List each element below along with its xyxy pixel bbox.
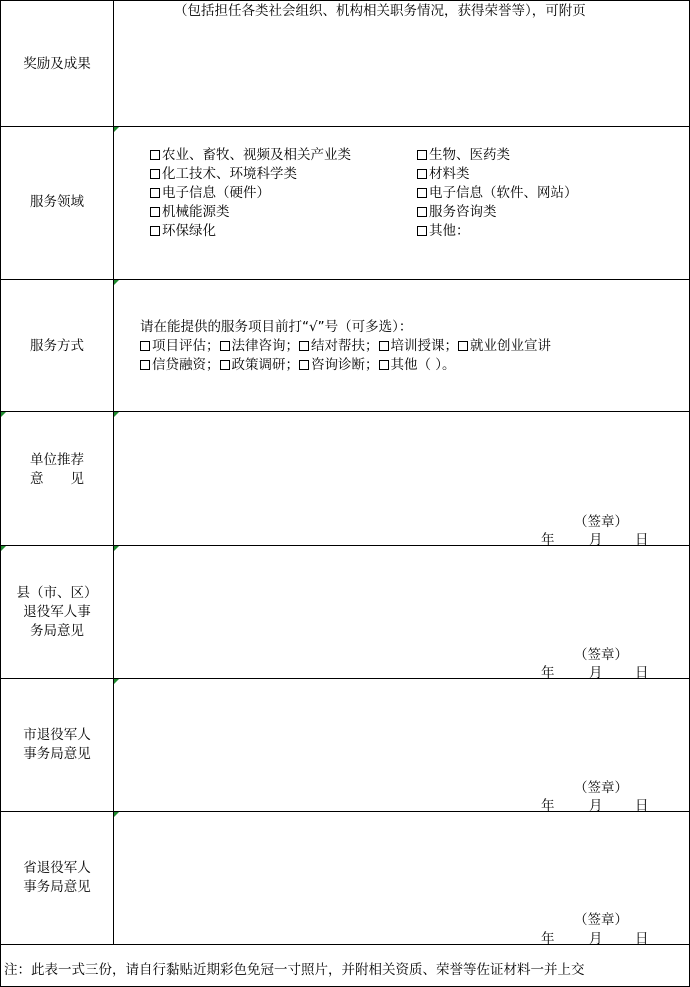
checkbox[interactable] [458, 341, 468, 351]
option-materials[interactable]: 材料类 [417, 165, 470, 184]
month-label: 月 [589, 931, 603, 947]
mode-paired-assistance[interactable]: 结对帮扶； [299, 338, 379, 354]
year-label: 年 [541, 931, 555, 947]
checkbox[interactable] [140, 341, 150, 351]
awards-field[interactable] [114, 1, 689, 126]
service-mode-options [114, 280, 689, 411]
checkbox[interactable] [220, 341, 230, 351]
mode-legal-consulting[interactable]: 法律咨询； [220, 338, 300, 354]
comment-marker [1, 546, 6, 551]
checkbox[interactable] [417, 150, 427, 160]
seal-label: （签章） [574, 514, 628, 530]
mode-policy-research[interactable]: 政策调研； [220, 357, 300, 373]
mode-consulting-diagnosis[interactable]: 咨询诊断； [299, 357, 379, 373]
county-bureau-label: 县（市、区） 退役军人事 务局意见 [16, 585, 98, 639]
option-consulting[interactable]: 服务咨询类 [417, 203, 497, 222]
mode-credit-financing[interactable]: 信贷融资； [140, 357, 220, 373]
awards-label: 奖励及成果 [23, 56, 91, 72]
option-electronics-hardware[interactable]: 电子信息（硬件） [150, 184, 270, 203]
month-label: 月 [589, 798, 603, 814]
checkbox[interactable] [299, 341, 309, 351]
seal-label: （签章） [574, 780, 628, 796]
option-other[interactable]: 其他： [417, 222, 470, 241]
option-electronics-software[interactable]: 电子信息（软件、网站） [417, 184, 578, 203]
service-mode-instruction: 请在能提供的服务项目前打“√”号（可多选）： [140, 319, 413, 335]
month-label: 月 [589, 532, 603, 548]
checkbox[interactable] [379, 360, 389, 370]
mode-employment-lecture[interactable]: 就业创业宣讲 [458, 338, 551, 354]
checkbox[interactable] [417, 226, 427, 236]
month-label: 月 [589, 665, 603, 681]
checkbox[interactable] [379, 341, 389, 351]
checkbox[interactable] [150, 207, 160, 217]
service-mode-line-1 [140, 337, 551, 356]
day-label: 日 [635, 931, 649, 947]
checkbox[interactable] [220, 360, 230, 370]
rule [0, 0, 1, 987]
day-label: 日 [635, 665, 649, 681]
checkbox[interactable] [417, 188, 427, 198]
checkbox[interactable] [299, 360, 309, 370]
option-mechanical-energy[interactable]: 机械能源类 [150, 203, 230, 222]
year-label: 年 [541, 665, 555, 681]
option-chemical[interactable]: 化工技术、环境科学类 [150, 165, 297, 184]
checkbox[interactable] [150, 188, 160, 198]
checkbox[interactable] [150, 226, 160, 236]
checkbox[interactable] [140, 360, 150, 370]
year-label: 年 [541, 532, 555, 548]
service-field-label: 服务领域 [30, 194, 84, 210]
checkbox[interactable] [417, 207, 427, 217]
comment-marker [1, 412, 6, 417]
checkbox[interactable] [150, 150, 160, 160]
city-bureau-label: 市退役军人 事务局意见 [23, 727, 91, 762]
option-agriculture[interactable]: 农业、畜牧、视频及相关产业类 [150, 146, 351, 165]
seal-label: （签章） [574, 912, 628, 928]
mode-project-evaluation[interactable]: 项目评估； [140, 338, 220, 354]
year-label: 年 [541, 798, 555, 814]
province-bureau-label: 省退役军人 事务局意见 [23, 860, 91, 895]
service-mode-label: 服务方式 [30, 338, 84, 354]
rule [0, 944, 690, 945]
day-label: 日 [635, 798, 649, 814]
footer-note: 注：此表一式三份，请自行黏贴近期彩色免冠一寸照片，并附相关资质、荣誉等佐证材料一并上交 [4, 962, 585, 978]
checkbox[interactable] [150, 169, 160, 179]
awards-hint: （包括担任各类社会组织、机构相关职务情况，获得荣誉等），可附页 [174, 3, 586, 19]
service-field-options [114, 127, 689, 279]
mode-other[interactable]: 其他（ ）。 [379, 357, 456, 373]
service-mode-line-2 [140, 356, 456, 375]
option-environmental[interactable]: 环保绿化 [150, 222, 216, 241]
seal-label: （签章） [574, 647, 628, 663]
option-biomedical[interactable]: 生物、医药类 [417, 146, 510, 165]
day-label: 日 [635, 532, 649, 548]
mode-training[interactable]: 培训授课； [379, 338, 459, 354]
unit-recommendation-label: 单位推荐 意 见 [30, 452, 84, 487]
checkbox[interactable] [417, 169, 427, 179]
